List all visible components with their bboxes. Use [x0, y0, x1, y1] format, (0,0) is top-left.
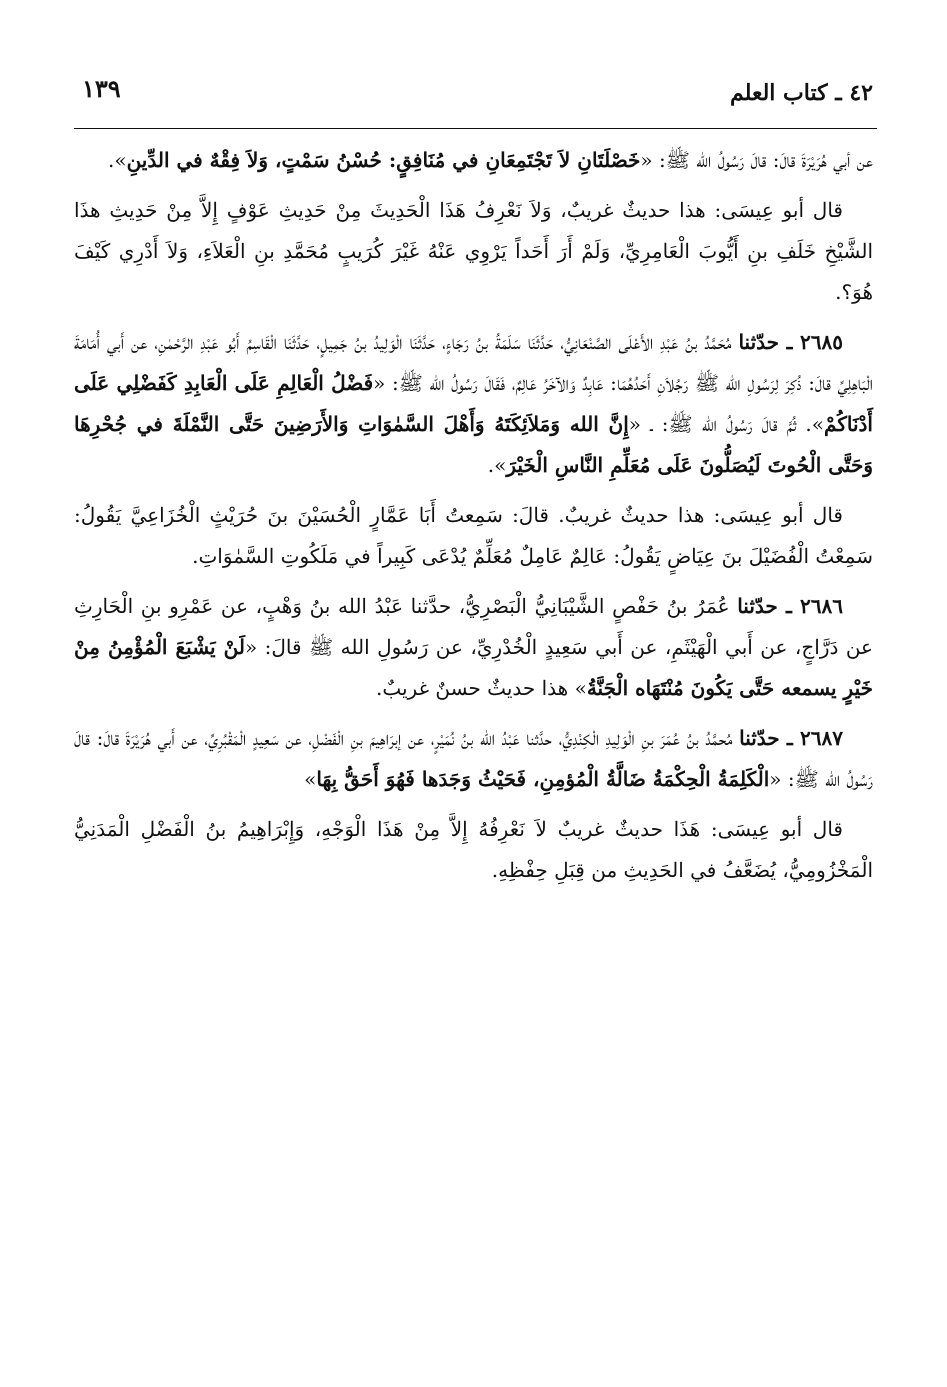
commentary-paragraph [74, 190, 873, 313]
prophetic-saying: لَنْ يَشْبَعَ الْمُؤْمِنُ مِنْ خَيْرٍ يسمعه حَتَّى يَكُونَ مُنْتَهَاه الْجَنَّةُ [74, 635, 873, 700]
text-span: عن أبي هُرَيْرَةَ قالَ: قالَ رَسُولُ الله ﷺ: « [640, 148, 873, 172]
page-body [74, 140, 873, 900]
commentary-text: قال أبو عِيسَى: هَذَا حديثٌ غريبٌ لاَ نَعْرِفُهُ إِلاَّ مِنْ هَذَا الْوَجْهِ، وَإِبْرَاهِيمُ بنُ الْفَضْلِ الْمَدَنِيُّ الْمَخْزُومِيُّ، يُضَعَّفُ في الحَدِيثِ من قِبَلِ حِفْظِهِ. [74, 817, 873, 882]
hadith-2686 [74, 586, 873, 709]
haddathana-label: حدّثنا [739, 726, 780, 750]
commentary-text: قال أبو عِيسَى: هذا حديثٌ غريبٌ، وَلاَ نَعْرِفُ هَذَا الْحَدِيثَ مِنْ حَدِيثِ عَوْفٍ إِلاَّ مِنْ حَدِيثِ هذَا الشَّيْخِ خَلَفِ بنِ أَيُّوبَ الْعَامِرِيِّ، وَلَمْ أَرَ أَحَداً يَرْوِي عَنْهُ غَيْرَ كُرَيبٍ مُحَمَّدِ بنِ الْعَلاَءِ، وَلاَ أَدْرِي كَيْفَ هُوَ؟. [74, 198, 873, 304]
commentary-text: قال أبو عِيسَى: هذا حديثٌ غريبٌ. قالَ: سَمِعتُ أَبَا عَمَّارٍ الْحُسَيْنَ بنَ حُرَيْثٍ الْخُزَاعِيَّ يَقُولُ: سَمِعْتُ الْفُضَيْلَ بنَ عِيَاضٍ يَقُولُ: عَالِمٌ عَامِلٌ مُعَلِّمٌ يُدْعَى كَبِيراً في مَلَكُوتِ السَّمٰوَاتِ. [74, 503, 873, 568]
commentary-paragraph [74, 809, 873, 891]
page-header [74, 74, 873, 124]
hadith-2685 [74, 322, 873, 486]
commentary-paragraph [74, 495, 873, 577]
header-rule [74, 128, 877, 129]
hadith-number: ٢٦٨٦ ـ [777, 594, 843, 618]
text-span: » هذا حديثٌ حسنٌ غريبٌ. [375, 676, 587, 700]
chapter-title: ٤٢ ـ كتاب العلم [730, 80, 873, 106]
prophetic-saying: خَصْلَتَانِ لاَ تَجْتَمِعَانِ في مُنَافِقٍ: حُسْنُ سَمْتٍ، وَلاَ فِقْهٌ في الدِّينِ [126, 148, 641, 172]
prophetic-saying: فَضْلُ الْعَالِمِ عَلَى الْعَابِدِ كَفَضْلِي عَلَى أَدْنَاكُمْ [74, 371, 873, 436]
hadith-number: ٢٦٨٥ ـ [779, 330, 843, 354]
isnad-text: مُحمَّدُ بنُ عُمَرَ بنِ الْوَلِيدِ الْكِنْدِيُّ، حدَّثنا عَبْدُ الله بنُ نُمَيْرٍ، عن إبرَاهِيمَ بنِ الْفَضْلِ، عن سَعِيدٍ الْمَقْبُرِيِّ، عن أَبي هُرَيْرَةَ قالَ: قالَ رَسُولُ الله ﷺ: « [74, 726, 873, 791]
hadith-text-paragraph [74, 140, 873, 181]
isnad-text: عُمَرُ بنُ حَفْصٍ الشَّيْبَانِيُّ الْبَصْرِيُّ، حدَّثنا عَبْدُ الله بنُ وَهْبٍ، عن عَمْرِو بنِ الْحَارِثِ عن دَرَّاجٍ، عن أَبي الْهَيْثَمِ، عن أَبي سَعِيدٍ الْخُدْرِيِّ، عن رَسُولِ الله ﷺ قالَ: « [74, 594, 873, 659]
hadith-number: ٢٦٨٧ ـ [779, 726, 843, 750]
haddathana-label: حدّثنا [737, 594, 778, 618]
text-span: ». [487, 453, 507, 477]
text-span: ». ثُمَّ قالَ رَسُولُ الله ﷺ: ـ « [628, 412, 825, 436]
haddathana-label: حدّثنا [738, 330, 779, 354]
text-span: ». [107, 148, 127, 172]
text-span: » [304, 767, 317, 791]
page-number: ١٣٩ [82, 74, 121, 103]
prophetic-saying: الْكَلِمَةُ الْحِكْمَةُ ضَالَّةُ الْمُؤمِنِ، فَحَيْثُ وَجَدَها فَهُوَ أَحَقُّ بِهَا [316, 767, 770, 791]
isnad-text: مُحَمَّدُ بنُ عَبْدِ الأَعْلَى الصَّنْعَانِيُّ، حَدَّثَنَا سَلَمَةُ بنُ رَجَاءٍ، حَدَّثَنَا الْوَلِيدُ بنُ جَمِيلٍ، حَدَّثَنَا الْقَاسِمُ أَبُو عَبْدِ الرَّحْمٰنِ، عن أَبي أُمَامَةَ الْبَاهِلِيِّ قالَ: ذُكِرَ لِرَسُولِ الله ﷺ رَجُلاَنِ أَحَدُهُمَا: عَابِدٌ وَالآخَرُ عَالِمٌ، فَقَالَ رَسُولُ الله ﷺ: « [74, 330, 873, 395]
prophetic-saying: إِنَّ الله وَمَلاَئِكَتَهُ وَأَهْلَ السَّمٰوَاتِ وَالأَرَضِينَ حَتَّى النَّمْلَةَ في جُحْرِهَا وَحَتَّى الْحُوتَ لَيُصَلُّونَ عَلَى مُعَلِّمِ النَّاسِ الْخَيْرَ [74, 412, 873, 477]
hadith-2687 [74, 718, 873, 800]
